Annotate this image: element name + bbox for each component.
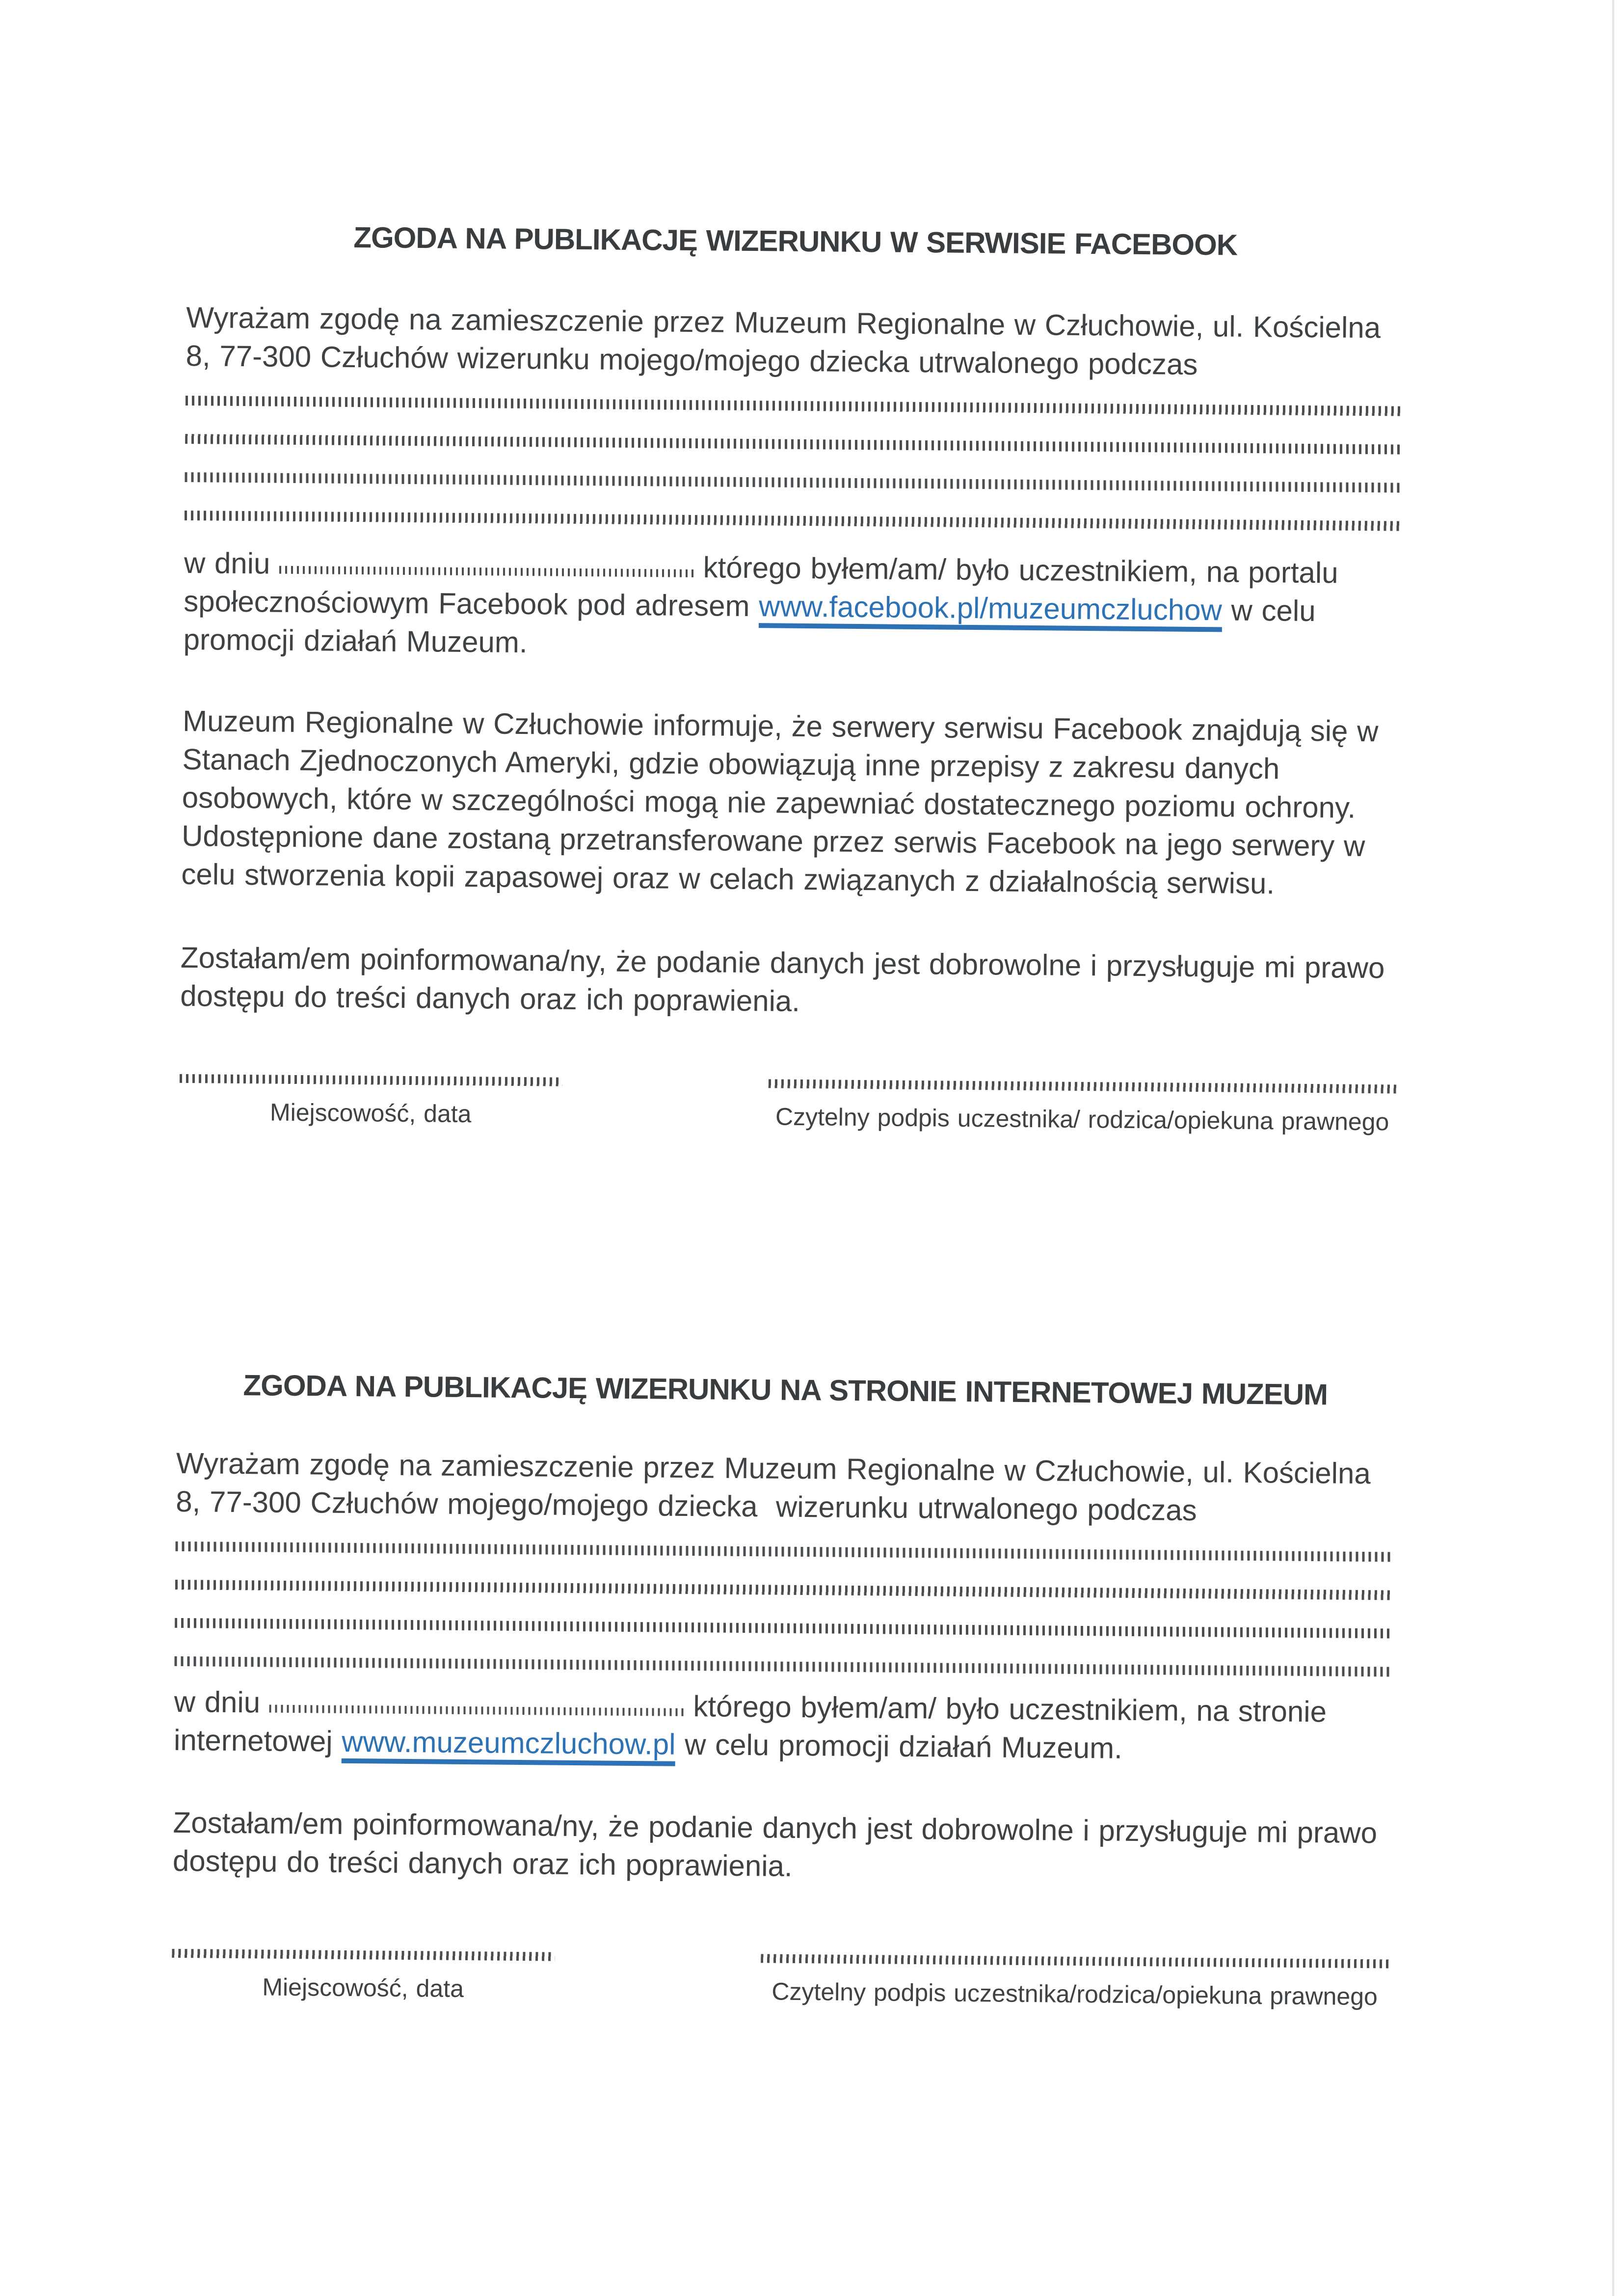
consent-section-facebook [179, 217, 1404, 1137]
date-prefix-text: w dniu [184, 546, 270, 580]
facebook-servers-info-paragraph: Muzeum Regionalne w Człuchowie informuje, że serwery serwisu Facebook znajdują się w Stanach Zjednoczonych Ameryki, gdzie obowiązują inne przepisy z zakresu danych osobowych, które w szczególności mogą nie zapewniać dostatecznego poziomu ochrony. Udostępnione dane zostaną przetransferowane przez serwis Facebook na jego serwery w celu stworzenia kopii zapasowej oraz w celach związanych z działalnością serwisu. [181, 704, 1388, 900]
website-signature-row [171, 1949, 1389, 2012]
date-after-blank-text: którego byłem/am/ było uczestnikiem, na stronie internetowej [173, 1690, 1327, 1758]
place-date-label: Miejscowość, data [262, 1973, 464, 2003]
website-section-title: ZGODA NA PUBLIKACJĘ WIZERUNKU NA STRONIE INTERNETOWEJ MUZEUM [243, 1369, 1328, 1411]
dotted-fill-line [185, 434, 1402, 455]
date-blank-line [279, 566, 694, 577]
date-after-blank-text: którego byłem/am/ było uczestnikiem, na portalu społecznościowym Facebook pod adresem [184, 551, 1338, 623]
dotted-fill-line [175, 1580, 1392, 1600]
website-blank-fill-lines [174, 1541, 1392, 1677]
date-after-link-text: w celu [1231, 594, 1316, 628]
place-date-field [171, 1949, 555, 2004]
place-date-field [179, 1074, 562, 1130]
participant-signature-line [769, 1079, 1397, 1093]
facebook-signature-row [179, 1074, 1397, 1137]
participant-signature-label: Czytelny podpis uczestnika/rodzica/opiekuna prawnego [772, 1977, 1378, 2011]
date-closing-line-text: promocji działań Muzeum. [183, 622, 528, 659]
place-date-label: Miejscowość, data [269, 1098, 472, 1128]
dotted-fill-line [185, 511, 1402, 531]
dotted-fill-line [185, 472, 1402, 493]
date-blank-line [269, 1705, 684, 1716]
facebook-section-title: ZGODA NA PUBLIKACJĘ WIZERUNKU W SERWISIE FACEBOOK [353, 220, 1238, 262]
website-data-rights-paragraph: Zostałam/em poinformowana/ny, że podanie danych jest dobrowolne i przysługuje mi prawo dostępu do treści danych oraz ich poprawienia. [172, 1806, 1386, 1883]
website-date-paragraph [174, 1683, 1391, 1770]
place-date-signature-line [180, 1074, 562, 1086]
participant-signature-field [760, 1954, 1389, 2011]
dotted-fill-line [175, 1618, 1392, 1639]
dotted-fill-line [175, 1541, 1392, 1562]
participant-signature-line [761, 1954, 1389, 1968]
date-after-link-text: w celu promocji działań Muzeum. [684, 1728, 1123, 1765]
facebook-blank-fill-lines [185, 396, 1403, 531]
place-date-signature-line [172, 1949, 555, 1961]
facebook-intro-paragraph: Wyrażam zgodę na zamieszczenie przez Muzeum Regionalne w Człuchowie, ul. Kościelna 8, 77-300 Człuchów wizerunku mojego/mojego dziecka utrwalonego podczas [186, 300, 1390, 381]
participant-signature-field [768, 1079, 1397, 1136]
museum-website-link[interactable]: www.muzeumczluchow.pl [342, 1725, 676, 1766]
facebook-date-paragraph [183, 544, 1401, 670]
document-content [171, 0, 1406, 2011]
website-intro-paragraph: Wyrażam zgodę na zamieszczenie przez Muzeum Regionalne w Człuchowie, ul. Kościelna 8, 77-300 Człuchów mojego/mojego dziecka wizerunku utrwalonego podczas [176, 1446, 1380, 1527]
date-prefix-text: w dniu [174, 1685, 261, 1719]
dotted-fill-line [186, 396, 1403, 416]
consent-section-website [171, 1366, 1394, 2012]
facebook-page-link[interactable]: www.facebook.pl/muzeumczluchow [759, 590, 1222, 632]
scanner-edge-artifact [1612, 0, 1614, 2296]
participant-signature-label: Czytelny podpis uczestnika/ rodzica/opiekuna prawnego [775, 1103, 1389, 1136]
dotted-fill-line [174, 1656, 1391, 1677]
facebook-data-rights-paragraph: Zostałam/em poinformowana/ny, że podanie danych jest dobrowolne i przysługuje mi prawo dostępu do treści danych oraz ich poprawienia. [180, 941, 1394, 1018]
